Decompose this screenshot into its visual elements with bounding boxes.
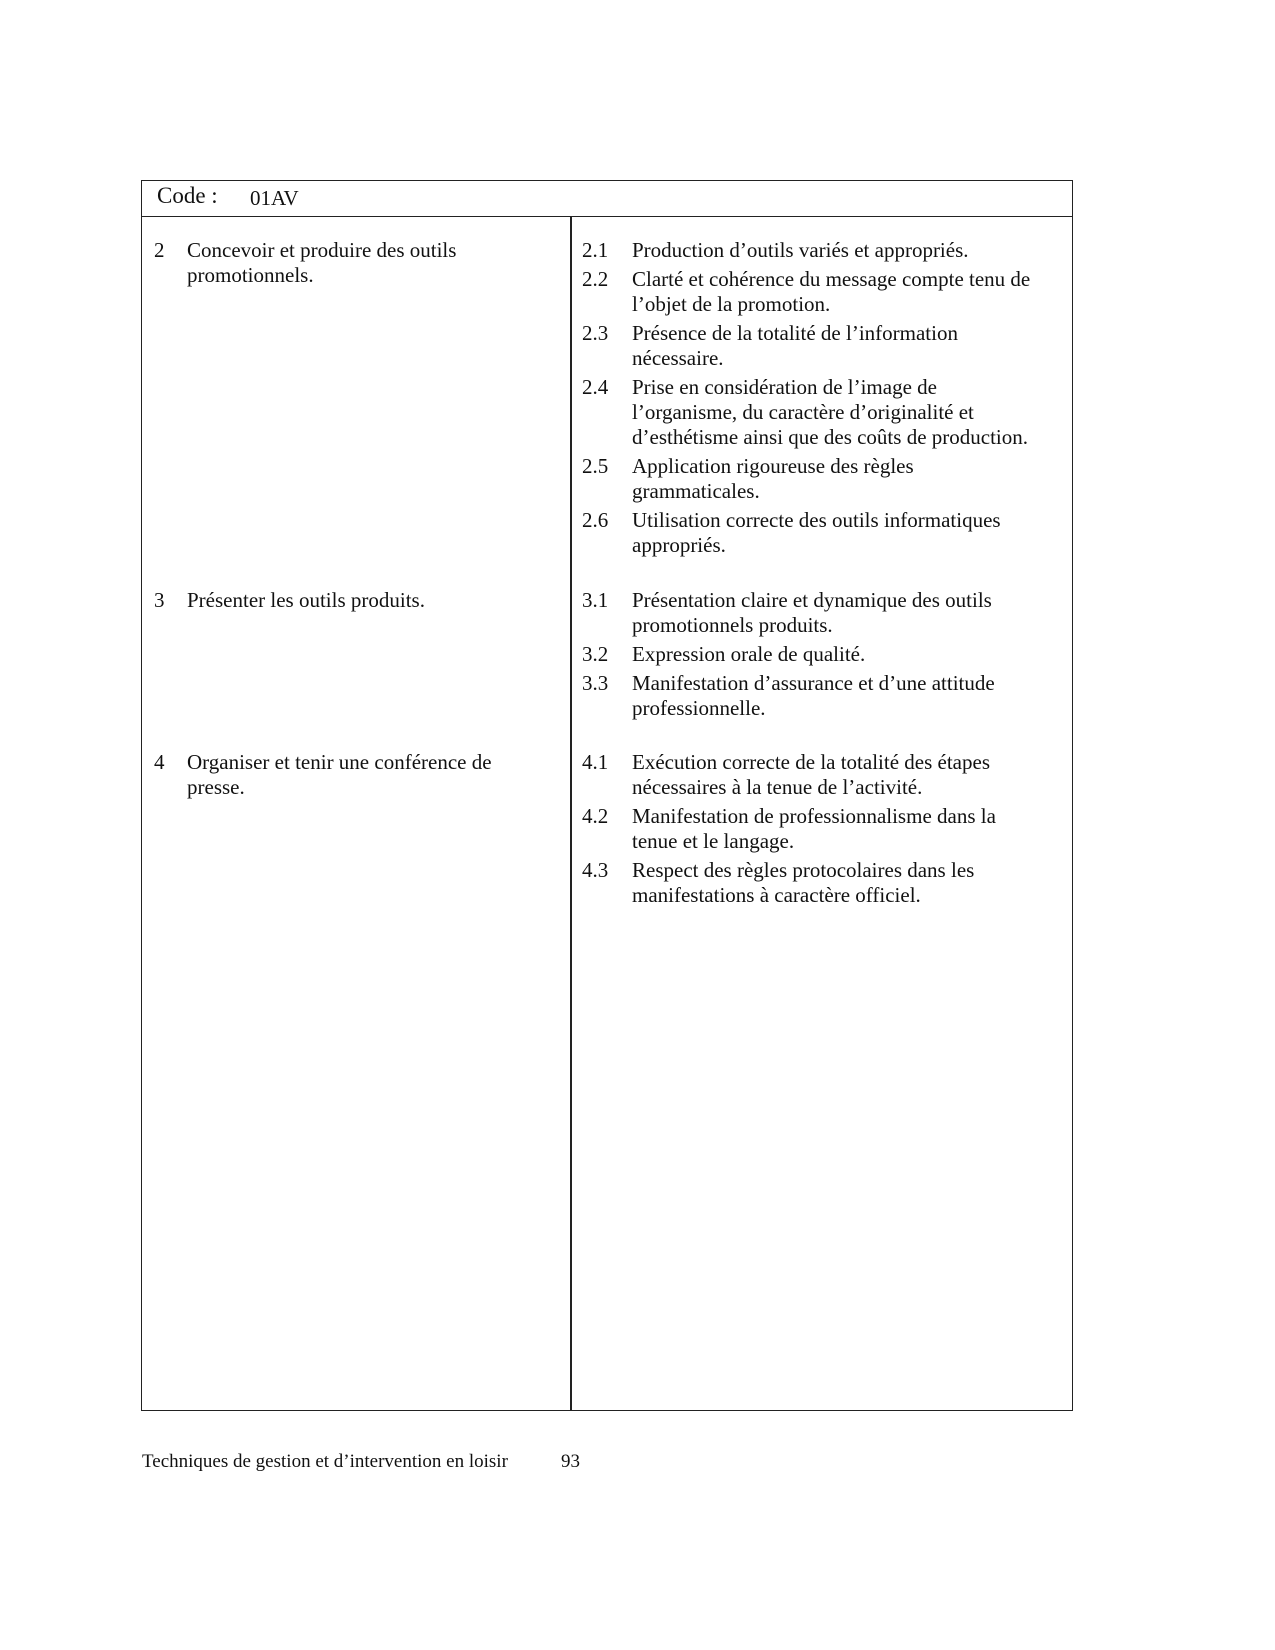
element-text: Présenter les outils produits. [187, 588, 425, 612]
criterion-text: Clarté et cohérence du message compte tenu de l’objet de la promotion. [632, 267, 1031, 316]
criterion-number: 2.2 [582, 267, 609, 291]
criterion-text: Exécution correcte de la totalité des étapes nécessaires à la tenue de l’activité. [632, 750, 990, 799]
criterion-text: Expression orale de qualité. [632, 642, 866, 666]
criterion-number: 4.1 [582, 750, 609, 774]
criterion-item [582, 321, 1062, 371]
criterion-text: Application rigoureuse des règles grammaticales. [632, 454, 914, 503]
footer-title: Techniques de gestion et d’intervention en loisir [142, 1451, 508, 1472]
code-label: Code : [157, 183, 218, 208]
criterion-item [582, 750, 1062, 800]
criterion-number: 3.3 [582, 671, 609, 695]
criterion-number: 4.3 [582, 858, 609, 882]
criterion-text: Respect des règles protocolaires dans les manifestations à caractère officiel. [632, 858, 975, 907]
criterion-item [582, 454, 1062, 504]
criterion-number: 3.1 [582, 588, 609, 612]
criterion-item [582, 671, 1062, 721]
criterion-item [582, 804, 1062, 854]
criterion-number: 2.4 [582, 375, 609, 399]
criterion-number: 2.5 [582, 454, 609, 478]
criterion-number: 2.1 [582, 238, 609, 262]
criteria-2 [582, 238, 1062, 562]
criterion-item [582, 238, 1062, 263]
criterion-text: Prise en considération de l’image de l’organisme, du caractère d’originalité et d’esthétisme ainsi que des coûts de production. [632, 375, 1028, 449]
element-2 [154, 238, 554, 292]
column-divider [570, 217, 572, 1410]
criterion-number: 4.2 [582, 804, 609, 828]
criterion-item [582, 267, 1062, 317]
page-number: 93 [561, 1451, 580, 1472]
element-text: Concevoir et produire des outils promotionnels. [187, 238, 457, 287]
criterion-text: Présentation claire et dynamique des outils promotionnels produits. [632, 588, 992, 637]
criterion-text: Utilisation correcte des outils informatiques appropriés. [632, 508, 1001, 557]
header-divider [142, 216, 1072, 217]
criterion-number: 2.6 [582, 508, 609, 532]
element-item [154, 588, 554, 613]
element-number: 3 [154, 588, 165, 612]
element-number: 2 [154, 238, 165, 262]
criteria-3 [582, 588, 1062, 725]
element-3 [154, 588, 554, 617]
element-item [154, 238, 554, 288]
criterion-number: 2.3 [582, 321, 609, 345]
code-value: 01AV [250, 186, 299, 210]
criterion-text: Manifestation d’assurance et d’une attitude professionnelle. [632, 671, 995, 720]
criterion-text: Production d’outils variés et appropriés. [632, 238, 969, 262]
element-text: Organiser et tenir une conférence de presse. [187, 750, 492, 799]
criterion-item [582, 588, 1062, 638]
element-item [154, 750, 554, 800]
criterion-text: Présence de la totalité de l’information nécessaire. [632, 321, 958, 370]
criterion-item [582, 642, 1062, 667]
criterion-item [582, 375, 1062, 450]
element-number: 4 [154, 750, 165, 774]
criterion-number: 3.2 [582, 642, 609, 666]
criterion-item [582, 508, 1062, 558]
criterion-text: Manifestation de professionnalisme dans la tenue et le langage. [632, 804, 996, 853]
element-4 [154, 750, 554, 804]
criteria-4 [582, 750, 1062, 912]
criterion-item [582, 858, 1062, 908]
